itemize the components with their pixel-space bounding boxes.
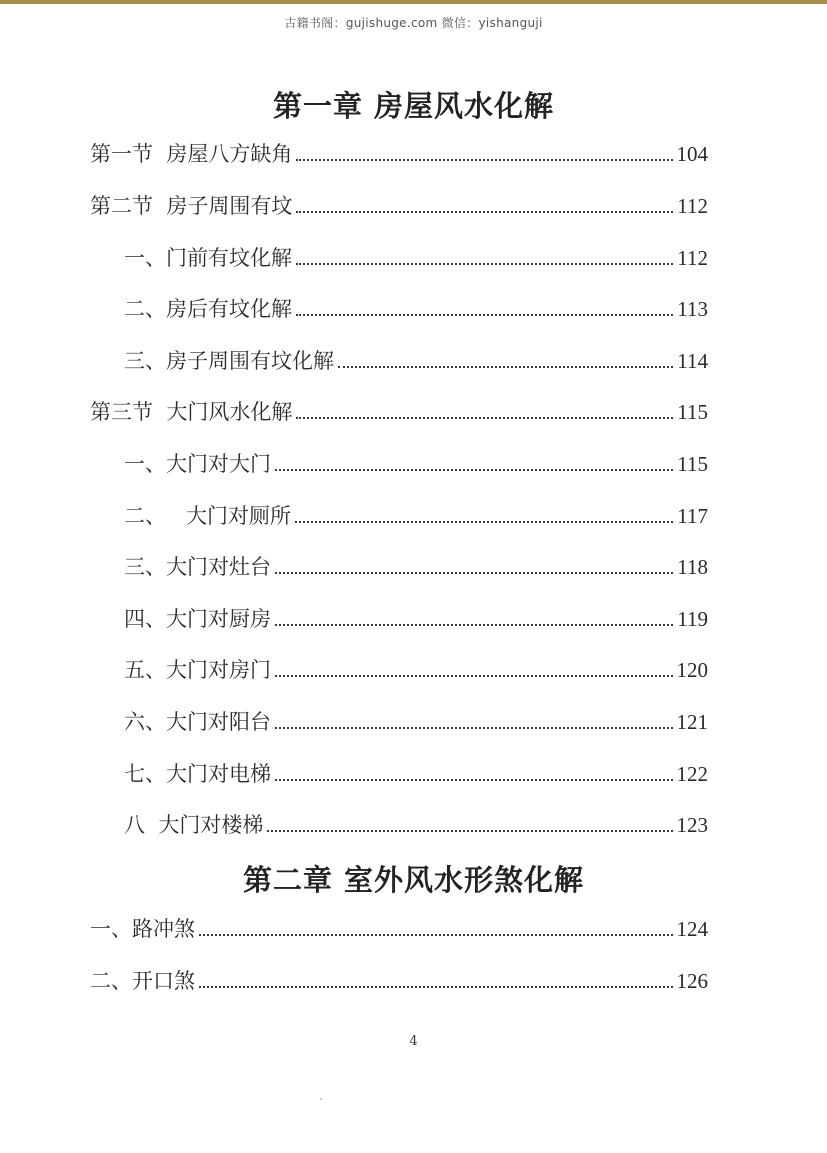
toc-entry[interactable]	[124, 449, 708, 479]
toc-entry[interactable]	[90, 966, 708, 996]
toc-entry-page: 124	[676, 917, 708, 941]
toc-entry-label: 三、大门对灶台	[124, 555, 271, 579]
top-border-rule	[0, 0, 827, 4]
toc-entry-page: 115	[677, 400, 708, 424]
toc-entry-label: 第三节 大门风水化解	[90, 400, 293, 424]
toc-entry-label: 一、大门对大门	[124, 452, 271, 476]
dot-leader	[296, 263, 673, 265]
chapter-title: 第一章 房屋风水化解	[272, 89, 555, 123]
dot-leader	[275, 779, 673, 781]
toc-entry-label: 五、大门对房门	[124, 658, 271, 682]
chapter-title: 第二章 室外风水形煞化解	[242, 863, 585, 897]
toc-entry[interactable]	[124, 604, 708, 634]
page-number: 4	[409, 1034, 418, 1049]
toc-entry-page: 123	[676, 813, 708, 837]
toc-entry[interactable]	[90, 191, 708, 221]
scan-speck	[320, 1098, 322, 1100]
toc-entry-page: 120	[676, 658, 708, 682]
toc-entry-label: 八 大门对楼梯	[124, 813, 264, 837]
toc-entry-page: 117	[677, 504, 708, 528]
dot-leader	[295, 521, 673, 523]
toc-entry-page: 119	[677, 607, 708, 631]
dot-leader	[296, 417, 673, 419]
toc-entry-page: 118	[677, 555, 708, 579]
toc-entry-label: 一、门前有坟化解	[124, 246, 292, 270]
toc-entry-label: 二、 大门对厕所	[124, 504, 292, 528]
dot-leader	[275, 624, 673, 626]
dot-leader	[199, 986, 673, 988]
dot-leader	[267, 830, 672, 832]
toc-entry[interactable]	[124, 552, 708, 582]
toc-entry[interactable]	[124, 655, 708, 685]
dot-leader	[275, 572, 673, 574]
dot-leader	[296, 314, 673, 316]
toc-entry[interactable]	[124, 707, 708, 737]
toc-entry-label: 四、大门对厨房	[124, 607, 271, 631]
toc-entry[interactable]	[124, 346, 708, 376]
toc-entry-page: 113	[677, 297, 708, 321]
toc-entry[interactable]	[124, 810, 708, 840]
toc-entry-page: 112	[677, 246, 708, 270]
toc-entry-page: 104	[676, 142, 708, 166]
dot-leader	[275, 675, 673, 677]
toc-entry[interactable]	[124, 294, 708, 324]
toc-entry[interactable]	[90, 139, 708, 169]
dot-leader	[338, 366, 673, 368]
toc-entry-page: 121	[676, 710, 708, 734]
dot-leader	[275, 469, 673, 471]
dot-leader	[296, 159, 672, 161]
toc-entry[interactable]	[124, 243, 708, 273]
watermark-text: 古籍书阁：gujishuge.com 微信：yishanguji	[284, 16, 543, 30]
toc-entry-page: 112	[677, 194, 708, 218]
toc-entry[interactable]	[124, 501, 708, 531]
toc-entry-label: 二、房后有坟化解	[124, 297, 292, 321]
toc-entry-page: 114	[677, 349, 708, 373]
toc-entry[interactable]	[124, 759, 708, 789]
toc-entry-label: 一、路冲煞	[90, 917, 195, 941]
toc-entry[interactable]	[90, 914, 708, 944]
toc-entry-label: 二、开口煞	[90, 969, 195, 993]
toc-entry-label: 第二节 房子周围有坟	[90, 194, 293, 218]
toc-entry[interactable]	[90, 397, 708, 427]
dot-leader	[296, 211, 673, 213]
toc-entry-label: 第一节 房屋八方缺角	[90, 142, 293, 166]
toc-entry-page: 115	[677, 452, 708, 476]
toc-entry-label: 六、大门对阳台	[124, 710, 271, 734]
toc-entry-page: 122	[676, 762, 708, 786]
dot-leader	[199, 934, 673, 936]
toc-entry-page: 126	[676, 969, 708, 993]
dot-leader	[275, 727, 673, 729]
toc-entry-label: 七、大门对电梯	[124, 762, 271, 786]
toc-entry-label: 三、房子周围有坟化解	[124, 349, 334, 373]
